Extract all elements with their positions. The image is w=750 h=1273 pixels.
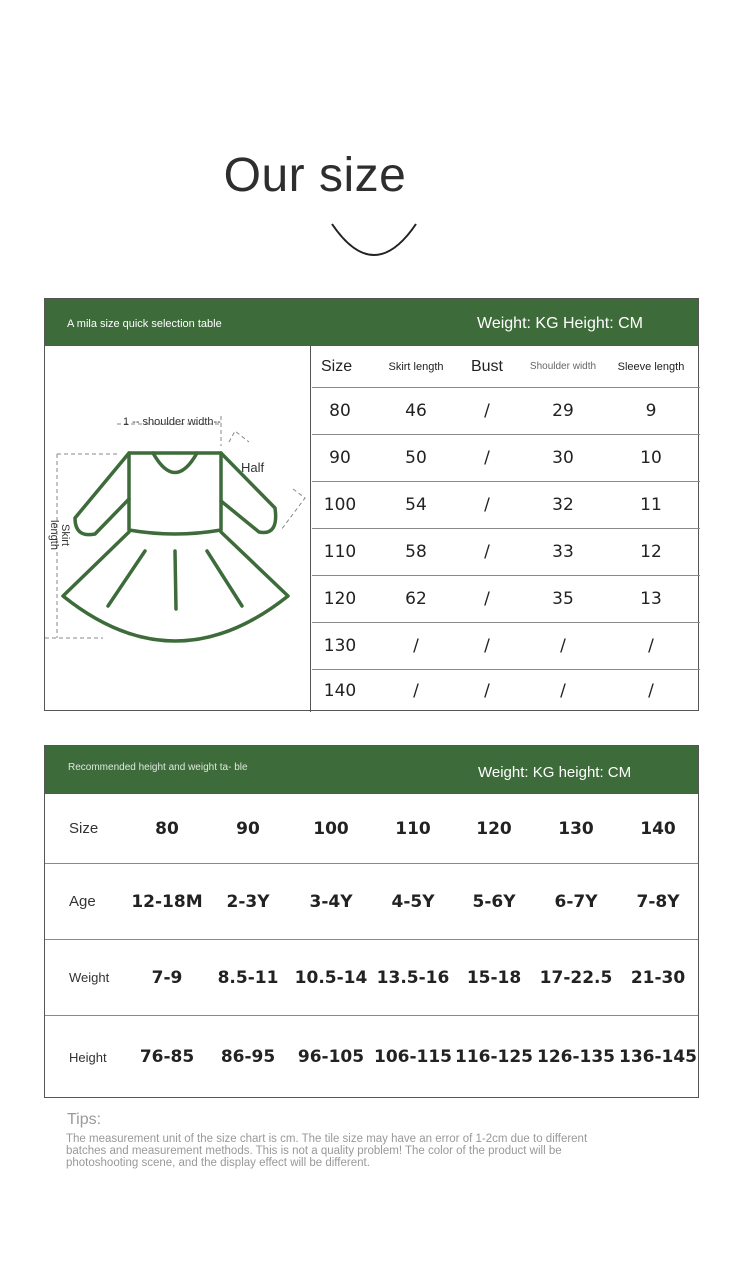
table-cell: / — [648, 636, 654, 656]
table-cell: / — [413, 681, 419, 701]
table-cell: 8.5-11 — [217, 967, 279, 988]
table-cell: 76-85 — [139, 1047, 195, 1067]
table-cell: 140 — [323, 681, 357, 701]
table-cell: 17-22.5 — [539, 967, 613, 988]
table-cell: / — [648, 681, 654, 701]
table-cell: 30 — [552, 448, 574, 468]
height-weight-table — [44, 745, 699, 1098]
table-cell: 6-7Y — [554, 891, 598, 912]
size-table-title: A mila size quick selection table — [67, 318, 222, 330]
table-cell: 12 — [640, 542, 662, 562]
table-row — [312, 388, 700, 435]
table-cell: 9 — [645, 401, 657, 421]
table-cell: 10.5-14 — [294, 967, 368, 988]
table-cell: 3-4Y — [309, 891, 353, 912]
table-cell: / — [560, 681, 566, 701]
table-row — [312, 670, 700, 712]
table-cell: 13.5-16 — [376, 967, 450, 988]
table-cell: 33 — [552, 542, 574, 562]
table-cell: 12-18M — [131, 891, 203, 912]
height-weight-header — [45, 746, 698, 794]
table-row-size — [45, 794, 698, 864]
table-cell: / — [484, 636, 490, 656]
table-cell: 106-115 — [373, 1047, 453, 1067]
table-cell: 32 — [552, 495, 574, 515]
table-cell: 4-5Y — [391, 891, 435, 912]
size-table-header — [45, 299, 698, 346]
size-grid — [312, 346, 700, 712]
table-cell: 80 — [155, 818, 179, 839]
table-row — [312, 529, 700, 576]
page-title: Our size — [223, 149, 407, 202]
table-row-weight — [45, 940, 698, 1016]
height-weight-title: Recommended height and weight ta- ble — [68, 762, 248, 773]
table-cell: 62 — [405, 589, 427, 609]
smile-decoration — [328, 214, 420, 258]
column-header: Shoulder width — [529, 361, 597, 372]
table-cell: / — [484, 495, 490, 515]
dress-illustration — [45, 346, 310, 712]
table-cell: 130 — [323, 636, 357, 656]
size-table — [44, 298, 699, 711]
table-cell: / — [413, 636, 419, 656]
column-header: Bust — [470, 357, 503, 375]
height-weight-units: Weight: KG height: CM — [478, 764, 632, 781]
table-cell: 15-18 — [466, 967, 522, 988]
table-cell: 11 — [640, 495, 662, 515]
table-row — [312, 576, 700, 623]
table-cell: / — [484, 542, 490, 562]
column-header: Skirt length — [388, 360, 444, 373]
table-cell: 35 — [552, 589, 574, 609]
table-cell: 50 — [405, 448, 427, 468]
table-cell: 100 — [323, 495, 357, 515]
table-cell: 86-95 — [220, 1047, 276, 1067]
table-cell: 54 — [405, 495, 427, 515]
table-cell: 10 — [640, 448, 662, 468]
column-header: Size — [321, 357, 353, 375]
table-cell: / — [560, 636, 566, 656]
size-grid-header — [312, 346, 700, 388]
table-cell: 90 — [236, 818, 260, 839]
table-cell: 2-3Y — [226, 891, 270, 912]
row-label: Weight — [69, 970, 110, 985]
table-cell: 58 — [405, 542, 427, 562]
tips-body: The measurement unit of the size chart is cm. The tile size may have an error of 1-2cm due to different batches and measurement methods. This is not a quality problem! The color of the product will be photoshooting scene, and the display effect will be different. — [66, 1133, 588, 1169]
table-cell: 110 — [395, 818, 431, 839]
dress-diagram — [45, 346, 311, 712]
table-cell: 130 — [558, 818, 594, 839]
shoulder-width-label: 1 -- shoulder width-- — [123, 416, 221, 428]
table-cell: 13 — [640, 589, 662, 609]
tips-heading: Tips: — [67, 1111, 102, 1128]
table-cell: 7-9 — [151, 967, 183, 988]
half-label: Half — [241, 460, 265, 475]
table-cell: / — [484, 448, 490, 468]
table-cell: 7-8Y — [636, 891, 680, 912]
table-cell: 140 — [640, 818, 676, 839]
table-cell: 126-135 — [536, 1047, 616, 1067]
skirt-length-label: Skirt length — [48, 520, 71, 550]
table-cell: 46 — [405, 401, 427, 421]
table-row-height — [45, 1016, 698, 1098]
table-cell: 116-125 — [454, 1047, 534, 1067]
size-table-units: Weight: KG Height: CM — [477, 315, 643, 332]
table-cell: 5-6Y — [472, 891, 516, 912]
table-cell: 120 — [323, 589, 357, 609]
table-row — [312, 482, 700, 529]
row-label: Size — [69, 820, 99, 837]
table-cell: / — [484, 589, 490, 609]
row-label: Age — [69, 893, 96, 910]
column-header: Sleeve length — [617, 360, 685, 373]
row-label: Height — [69, 1049, 107, 1065]
table-cell: 120 — [476, 818, 512, 839]
table-cell: / — [484, 681, 490, 701]
table-row — [312, 623, 700, 670]
table-cell: 21-30 — [630, 967, 686, 988]
table-cell: / — [484, 401, 490, 421]
table-cell: 136-145 — [618, 1047, 698, 1067]
table-cell: 110 — [323, 542, 357, 562]
table-cell: 29 — [552, 401, 574, 421]
table-row-age — [45, 864, 698, 940]
table-row — [312, 435, 700, 482]
table-cell: 100 — [313, 818, 349, 839]
table-cell: 96-105 — [297, 1047, 365, 1067]
table-cell: 90 — [329, 448, 351, 468]
table-cell: 80 — [329, 401, 351, 421]
